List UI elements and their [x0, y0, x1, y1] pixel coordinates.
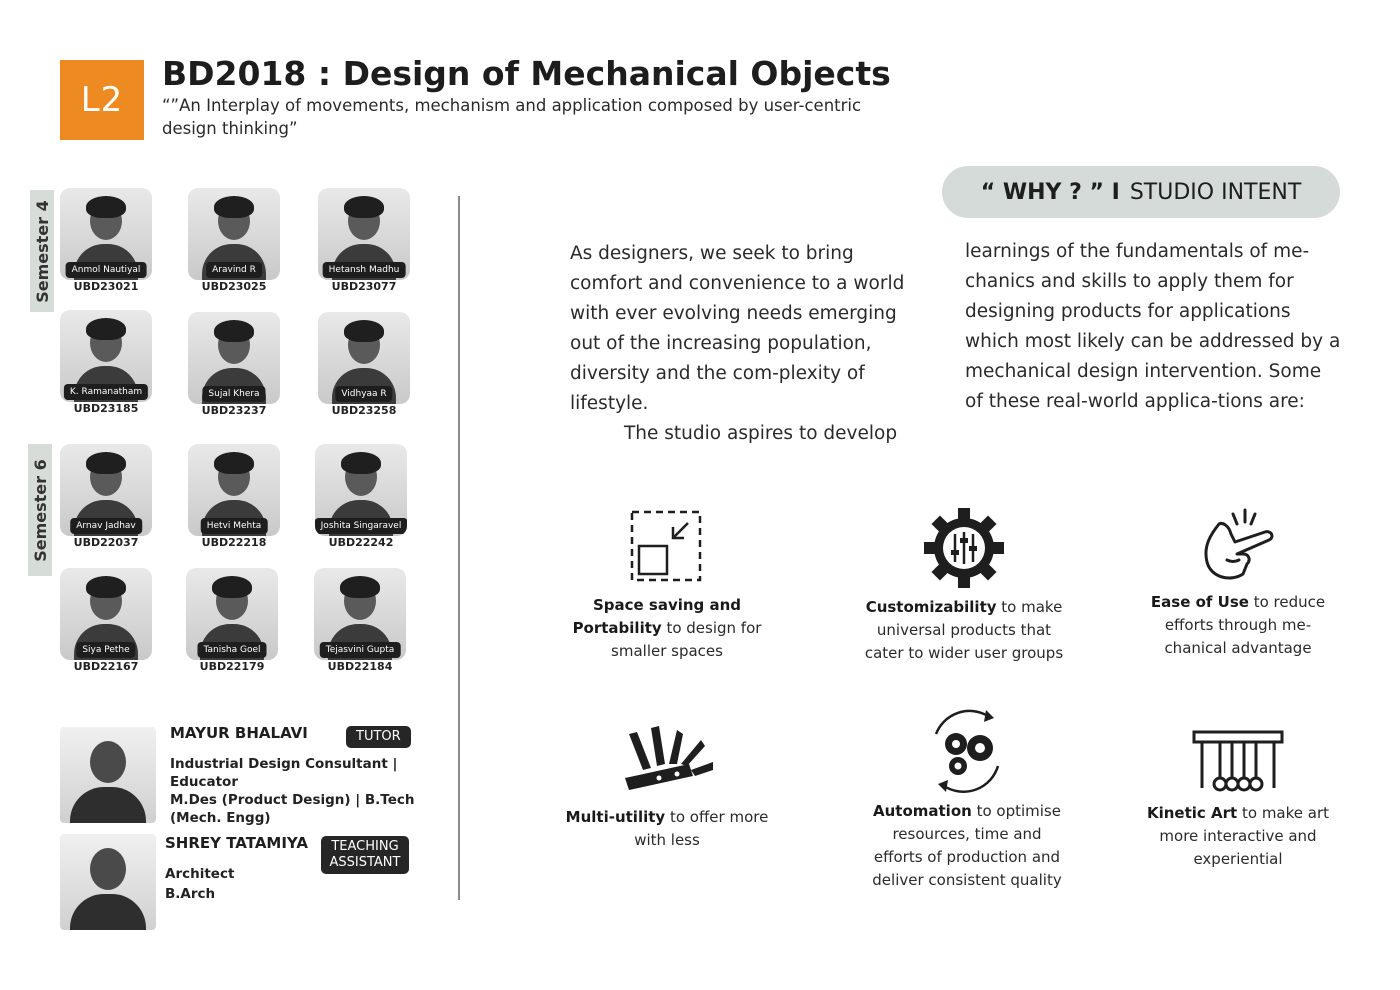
- student-id: UBD23025: [201, 280, 267, 293]
- compress-icon: [630, 510, 704, 584]
- student-card: [58, 310, 154, 415]
- student-photo: [188, 312, 280, 404]
- student-card: [186, 188, 282, 293]
- ta-name: SHREY TATAMIYA: [165, 834, 308, 852]
- student-name: Sujal Khera: [202, 386, 265, 402]
- student-name: Siya Pethe: [76, 642, 135, 658]
- student-name: Hetvi Mehta: [201, 518, 268, 534]
- gear-sliders-icon: [924, 508, 1004, 588]
- student-photo: [60, 444, 152, 536]
- student-card: [186, 312, 282, 417]
- student-card: [316, 188, 412, 293]
- student-id: UBD22184: [327, 660, 393, 673]
- student-photo: [188, 444, 280, 536]
- tutor-name: MAYUR BHALAVI: [170, 724, 308, 742]
- student-id: UBD23077: [331, 280, 397, 293]
- feature-ease-of-use: Ease of Use to reduce efforts through me-chanical advantage: [1140, 504, 1336, 660]
- student-photo: [188, 188, 280, 280]
- feature-space-saving: Space saving and Portability to design for smaller spaces: [560, 510, 774, 663]
- student-photo: [314, 568, 406, 660]
- student-card: [313, 444, 409, 549]
- studio-intent-heading: “ WHY ? ” I STUDIO INTENT: [942, 166, 1340, 218]
- student-id: UBD22167: [73, 660, 139, 673]
- column-divider: [458, 196, 460, 900]
- feature-automation: Automation to optimise resources, time and efforts of production and deliver consistent quality: [866, 708, 1068, 892]
- student-id: UBD23021: [73, 280, 139, 293]
- student-name: Arnav Jadhav: [70, 518, 142, 534]
- ta-photo: [60, 834, 156, 930]
- ta-description: Architect B.Arch: [165, 866, 235, 902]
- student-name: K. Ramanatham: [64, 384, 148, 400]
- student-photo: [60, 188, 152, 280]
- course-level-badge: L2: [60, 60, 144, 140]
- student-name: Tejasvini Gupta: [320, 642, 401, 658]
- automation-gears-icon: [922, 708, 1012, 794]
- student-card: [58, 444, 154, 549]
- student-id: UBD23258: [331, 404, 397, 417]
- student-id: UBD22179: [199, 660, 265, 673]
- intent-column-2: learnings of the fundamentals of me-chanics and skills to apply them for designing products for applications which most likely can be addressed by a mechanical design intervention. Some of these real-world applica-tions are:: [965, 241, 1341, 412]
- student-photo: [315, 444, 407, 536]
- student-name: Vidhyaa R: [335, 386, 392, 402]
- tutor-description: Industrial Design Consultant | Educator M.Des (Product Design) | B.Tech (Mech. Engg): [170, 756, 415, 826]
- student-card: [58, 568, 154, 673]
- student-photo: [60, 310, 152, 402]
- student-photo: [318, 188, 410, 280]
- page-subtitle: “”An Interplay of movements, mechanism and application composed by user-centric design thinking”: [162, 96, 862, 138]
- student-card: [58, 188, 154, 293]
- semester-4-label: Semester 4: [30, 190, 54, 312]
- ta-role-tag: TEACHING ASSISTANT: [321, 836, 409, 874]
- student-photo: [60, 568, 152, 660]
- student-id: UBD23185: [73, 402, 139, 415]
- tutor-role-tag: TUTOR: [346, 726, 411, 748]
- student-id: UBD22218: [201, 536, 267, 549]
- student-name: Tanisha Goel: [197, 642, 266, 658]
- student-id: UBD22242: [328, 536, 394, 549]
- student-name: Joshita Singaravel: [315, 518, 407, 534]
- feature-multi-utility: Multi-utility to offer more with less: [556, 724, 778, 852]
- tutor-photo: [60, 727, 156, 823]
- feature-customizability: Customizability to make universal products that cater to wider user groups: [858, 508, 1070, 665]
- semester-6-label: Semester 6: [28, 444, 52, 576]
- feature-kinetic-art: Kinetic Art to make art more interactive and experiential: [1140, 728, 1336, 871]
- multitool-icon: [619, 724, 715, 794]
- student-id: UBD22037: [73, 536, 139, 549]
- newtons-cradle-icon: [1192, 728, 1284, 796]
- student-photo: [186, 568, 278, 660]
- student-card: [316, 312, 412, 417]
- student-id: UBD23237: [201, 404, 267, 417]
- intent-column-1: As designers, we seek to bring comfort and convenience to a world with ever evolving needs emerging out of the increasing population, diversity and the com-plexity of lifestyle. The studio aspires to develop: [570, 243, 905, 444]
- student-name: Anmol Nautiyal: [66, 262, 147, 278]
- student-card: [184, 568, 280, 673]
- student-card: [186, 444, 282, 549]
- student-photo: [318, 312, 410, 404]
- student-name: Aravind R: [206, 262, 262, 278]
- student-name: Hetansh Madhu: [323, 262, 406, 278]
- page-title: BD2018 : Design of Mechanical Objects: [162, 54, 891, 93]
- student-card: [312, 568, 408, 673]
- hand-point-icon: [1197, 504, 1279, 586]
